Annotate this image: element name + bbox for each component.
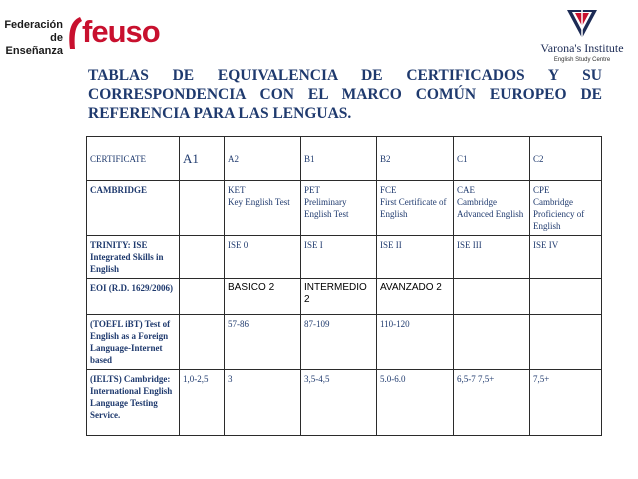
- table-cell: [530, 315, 602, 370]
- table-cell: ISE IV: [530, 236, 602, 279]
- header-cell: A2: [225, 137, 301, 181]
- table-cell: CAE Cambridge Advanced English: [454, 181, 530, 236]
- logo-line-2: de Enseñanza: [5, 32, 63, 57]
- varonas-crest-icon: [565, 8, 599, 40]
- table-cell: 1,0-2,5: [180, 370, 225, 436]
- table-cell: FCE First Certificate of English: [377, 181, 454, 236]
- table-cell: PET Preliminary English Test: [301, 181, 377, 236]
- feuso-emblem-icon: [66, 15, 82, 51]
- table-row: [87, 236, 602, 279]
- page-title: TABLAS DE EQUIVALENCIA DE CERTIFICADOS Y SU CORRESPONDENCIA CON EL MARCO COMÚN EUROPEO DE REFERENCIA PARA LAS LENGUAS.: [88, 67, 602, 122]
- table-cell: ISE 0: [225, 236, 301, 279]
- row-label: EOI (R.D. 1629/2006): [87, 279, 180, 315]
- federacion-logo-text: [3, 19, 63, 58]
- table-cell: 87-109: [301, 315, 377, 370]
- header-cell: CERTIFICATE: [87, 137, 180, 181]
- table-cell: INTERMEDIO 2: [301, 279, 377, 315]
- table-cell: 57-86: [225, 315, 301, 370]
- row-label: CAMBRIDGE: [87, 181, 180, 236]
- federacion-logo: [0, 5, 160, 57]
- table-cell: 3,5-4,5: [301, 370, 377, 436]
- table-cell: KET Key English Test: [225, 181, 301, 236]
- table-cell: [530, 279, 602, 315]
- table-cell: 110-120: [377, 315, 454, 370]
- table-cell: [454, 315, 530, 370]
- header-cell: A1: [180, 137, 225, 181]
- table-header-row: [87, 137, 602, 181]
- varonas-name: Varona's Institute: [540, 41, 624, 55]
- table-cell: ISE II: [377, 236, 454, 279]
- table-row: [87, 315, 602, 370]
- table-cell: 3: [225, 370, 301, 436]
- feuso-logo-text: feuso: [82, 14, 160, 49]
- table-cell: [180, 236, 225, 279]
- header-cell: C2: [530, 137, 602, 181]
- varonas-institute-logo: [532, 8, 632, 68]
- table-cell: [180, 279, 225, 315]
- equivalence-table: [86, 136, 602, 436]
- table-cell: [180, 181, 225, 236]
- table-cell: ISE III: [454, 236, 530, 279]
- table-cell: CPE Cambridge Proficiency of English: [530, 181, 602, 236]
- table-cell: 7,5+: [530, 370, 602, 436]
- table-cell: [454, 279, 530, 315]
- table-cell: AVANZADO 2: [377, 279, 454, 315]
- table-cell: [180, 315, 225, 370]
- header-cell: C1: [454, 137, 530, 181]
- header-cell: B1: [301, 137, 377, 181]
- row-label: (IELTS) Cambridge: International English Language Testing Service.: [87, 370, 180, 436]
- logo-line-1: Federación: [4, 19, 63, 31]
- table-row: [87, 370, 602, 436]
- table-row: [87, 181, 602, 236]
- row-label: TRINITY: ISE Integrated Skills in English: [87, 236, 180, 279]
- row-label: (TOEFL iBT) Test of English as a Foreign Language-Internet based: [87, 315, 180, 370]
- header-cell: B2: [377, 137, 454, 181]
- table-row: [87, 279, 602, 315]
- varonas-subtitle: English Study Centre: [553, 57, 611, 63]
- table-cell: 5.0-6.0: [377, 370, 454, 436]
- table-cell: BASICO 2: [225, 279, 301, 315]
- table-cell: ISE I: [301, 236, 377, 279]
- table-cell: 6,5-7 7,5+: [454, 370, 530, 436]
